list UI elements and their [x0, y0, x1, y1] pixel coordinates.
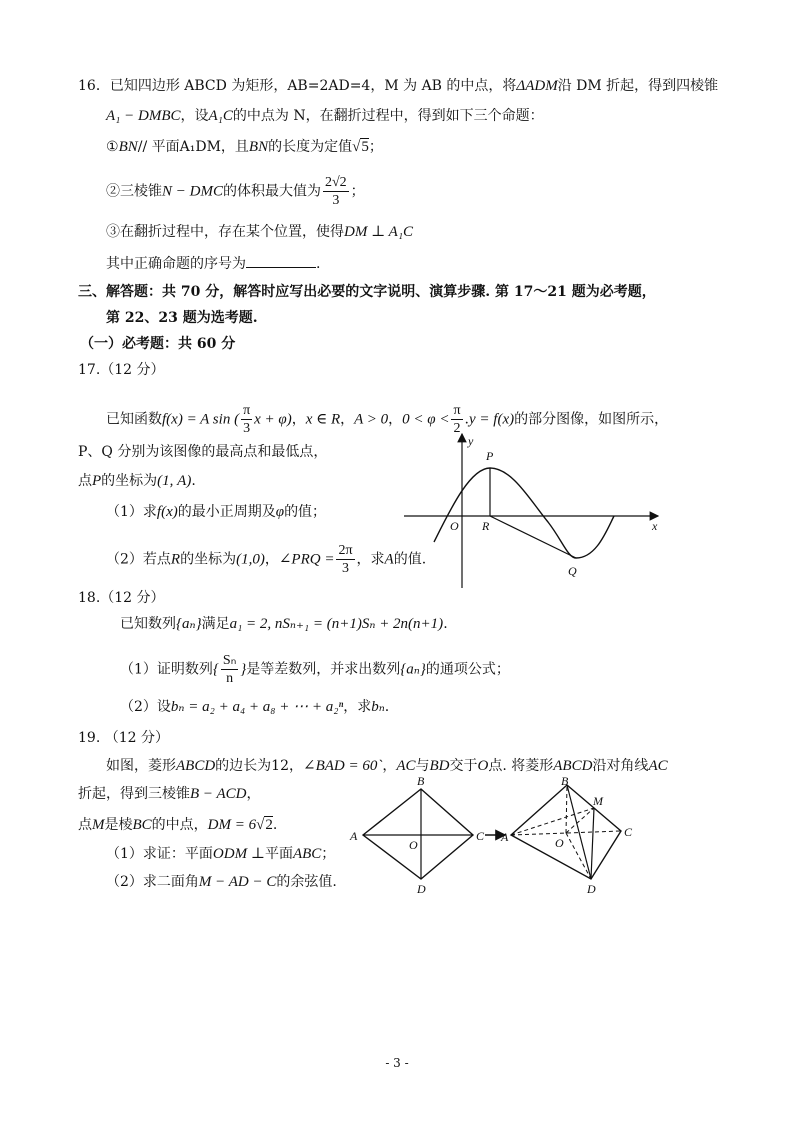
frac-num: 2√2: [324, 175, 347, 190]
text: 的最小正周期及: [177, 504, 276, 520]
rhombus-ABCD: [363, 789, 473, 879]
q16-item3: [106, 222, 413, 242]
text: 点. 将菱形: [488, 758, 554, 774]
frac-num: Sₙ: [222, 653, 237, 668]
math: R: [170, 551, 181, 568]
text: 的坐标为: [180, 551, 237, 568]
text: 的中点为 N，在翻折过程中，得到如下三个命题：: [232, 108, 544, 124]
edge-BD: [567, 785, 591, 879]
math: ODM ⊥: [212, 846, 265, 862]
q19-line3: 点M是棱BC的中点，DM = 6√2.: [78, 817, 278, 833]
section3-subheading: （一）必考题：共 60 分: [80, 336, 236, 352]
math: {aₙ}: [176, 616, 202, 632]
brace: {: [212, 661, 219, 678]
text: // 平面A₁DM，且: [137, 139, 249, 155]
label-Q: Q: [568, 564, 577, 578]
text: 交于: [449, 758, 478, 774]
edge-OM: [566, 808, 594, 833]
q19-line2: [78, 784, 261, 804]
edge-DM: [591, 808, 594, 879]
fig1-label-A: A: [350, 829, 358, 843]
text: 已知函数: [106, 411, 162, 428]
label-x: x: [652, 519, 658, 533]
q16-item1: ①BN// 平面A₁DM，且BN的长度为定值√5；: [106, 139, 383, 155]
text: （2）若点: [106, 551, 171, 568]
math: M − AD − C: [198, 874, 277, 890]
text: ；: [368, 139, 383, 155]
text: 沿对角线: [592, 758, 649, 774]
q18-part1: [120, 652, 510, 687]
q19-line1: [106, 756, 668, 776]
fig2-label-A: A: [501, 830, 509, 844]
q18-part2: [120, 697, 389, 717]
math: ΔADM: [516, 78, 558, 94]
fig1-label-D: D: [417, 882, 426, 896]
text: 是等差数列，并求出数列: [246, 661, 401, 678]
fraction: [241, 402, 252, 437]
sqrt-value: 2: [265, 817, 273, 833]
frac-num: π: [243, 403, 251, 418]
fig2-label-O: O: [555, 836, 564, 850]
math: N − DMC: [162, 183, 223, 200]
frac-den: 3: [243, 421, 251, 436]
text: （1）证明数列: [120, 661, 213, 678]
math: B − ACD: [190, 786, 247, 802]
fraction: [323, 174, 349, 209]
text: .: [384, 699, 390, 715]
text: .: [272, 817, 278, 833]
q18-line1: [120, 614, 448, 634]
text: ，: [264, 551, 279, 568]
math: f(x): [156, 504, 178, 520]
frac-den: 2: [453, 421, 461, 436]
q17-part1: [106, 502, 326, 522]
page-number: - 3 -: [385, 1056, 409, 1070]
q19-part1: [106, 844, 335, 864]
text: 的值.: [393, 551, 427, 568]
text: 的中点，: [151, 817, 208, 833]
text: ，: [291, 411, 306, 428]
q18-number: 18.（12 分）: [78, 590, 165, 606]
math: A: [384, 551, 394, 568]
math: BN: [248, 139, 269, 155]
math: φ: [275, 504, 285, 520]
q17-number: 17.（12 分）: [78, 362, 165, 378]
math: AC: [396, 758, 416, 774]
text: （1）求: [106, 504, 157, 520]
text: ，设: [180, 108, 209, 124]
text: ，: [340, 411, 355, 428]
text: ，: [388, 411, 403, 428]
q16-line1: [78, 76, 718, 96]
label-O: O: [450, 519, 459, 533]
fig1-label-O: O: [409, 838, 418, 852]
math: {aₙ}: [400, 661, 426, 678]
math: A > 0: [354, 411, 389, 428]
math: y = f(x): [469, 411, 515, 428]
q17-line3: [78, 471, 196, 491]
math: A₁ − DMBC: [106, 108, 181, 124]
text: .: [464, 411, 469, 428]
math: DM ⊥ A₁C: [344, 224, 414, 240]
section3-heading-cont: 第 22、23 题为选考题.: [106, 310, 258, 326]
q17-line2: P、Q 分别为该图像的最高点和最低点，: [78, 444, 328, 460]
text: 的值；: [284, 504, 327, 520]
q19-rhombus-figure: [345, 775, 645, 897]
text: 点: [78, 473, 92, 489]
text: 点: [78, 817, 92, 833]
fig2-label-B: B: [561, 775, 569, 788]
text: 已知数列: [120, 616, 176, 632]
text: 平面: [264, 846, 293, 862]
text: ②三棱锥: [106, 183, 162, 200]
q19-number: 19. （12 分）: [78, 730, 169, 746]
text: ③在翻折过程中，存在某个位置，使得: [106, 224, 344, 240]
math: ∠BAD = 60`: [303, 758, 383, 774]
text: 折起，得到三棱锥: [78, 786, 190, 802]
math: P: [92, 473, 102, 489]
fig2-label-D: D: [587, 882, 596, 896]
text: 12，: [271, 758, 303, 774]
math: ABCD: [176, 758, 216, 774]
text: 的坐标为: [101, 473, 158, 489]
fraction: [221, 652, 238, 687]
text: 满足: [201, 616, 230, 632]
fig1-label-C: C: [476, 829, 485, 843]
q16-item2: [106, 174, 365, 209]
math: a₁ = 2, nSₙ₊₁ = (n+1)Sₙ + 2n(n+1): [229, 616, 444, 632]
text: 已知四边形 ABCD 为矩形，AB=2AD=4，M 为 AB 的中点，将: [109, 78, 517, 94]
fig1-label-B: B: [417, 775, 425, 788]
text: ，: [382, 758, 397, 774]
brace: }: [240, 661, 247, 678]
label-R: R: [482, 519, 490, 533]
frac-den: n: [226, 671, 234, 686]
math: A₁C: [208, 108, 233, 124]
fig2-label-C: C: [624, 825, 633, 839]
text: .: [316, 256, 321, 272]
section3-heading: 三、解答题：共 70 分，解答时应写出必要的文字说明、演算步骤. 第 17～21 题为必考题，: [78, 284, 656, 300]
sine-curve: [434, 468, 614, 558]
label-y: y: [468, 434, 474, 448]
text: 的边长为: [215, 758, 272, 774]
text: 如图，菱形: [106, 758, 176, 774]
q16-question: [106, 253, 320, 274]
math: BN: [118, 139, 138, 155]
sqrt-value: 5: [361, 139, 369, 155]
text: ；: [350, 183, 365, 200]
frac-den: 3: [332, 193, 340, 208]
q19-part2: [106, 872, 337, 892]
math: bₙ: [371, 699, 385, 715]
text: 的部分图像，如图所示，: [514, 411, 669, 428]
math: ∠PRQ =: [278, 551, 335, 568]
math: (1,0): [236, 551, 265, 568]
text: （2）设: [120, 699, 171, 715]
frac-den: 3: [341, 561, 349, 576]
text: 是棱: [104, 817, 133, 833]
text: ；: [321, 846, 336, 862]
segment-RQ: [490, 516, 576, 558]
q17-part2: [106, 542, 426, 577]
math: O: [477, 758, 489, 774]
answer-blank[interactable]: [246, 253, 316, 268]
text: ①: [106, 139, 119, 155]
text: 的体积最大值为: [222, 183, 321, 200]
text: ，求: [343, 699, 372, 715]
text: （2）求二面角: [106, 874, 199, 890]
math: 0 < φ <: [402, 411, 450, 428]
edge-AM: [511, 808, 594, 835]
math: DM = 6: [207, 817, 257, 833]
edge-OB: [566, 785, 567, 833]
math: x + φ): [254, 411, 292, 428]
q16-number: 16．: [78, 78, 110, 94]
math: (1, A): [157, 473, 192, 489]
text: 的通项公式；: [425, 661, 510, 678]
frac-num: π: [453, 403, 461, 418]
q16-line2: [106, 106, 544, 126]
text: 沿 DM 折起，得到四棱锥: [557, 78, 719, 94]
frac-num: 2π: [338, 543, 353, 558]
q17-sine-graph: [400, 430, 670, 590]
text: 的余弦值.: [276, 874, 337, 890]
math: M: [92, 817, 105, 833]
text: ，求: [356, 551, 385, 568]
label-P: P: [486, 449, 494, 463]
text: 的长度为定值: [268, 139, 353, 155]
math: BC: [132, 817, 152, 833]
math: x ∈ R: [305, 411, 341, 428]
math: f(x) = A sin (: [162, 411, 240, 428]
math: bₙ = a₂ + a₄ + a₈ + ⋯ + a₂ⁿ: [170, 699, 344, 715]
text: 其中正确命题的序号为: [106, 256, 246, 272]
text: 与: [415, 758, 430, 774]
text: ，: [246, 786, 261, 802]
fraction: [336, 542, 354, 577]
fig2-label-M: M: [593, 794, 603, 808]
math: ABCD: [553, 758, 593, 774]
math: AC: [648, 758, 668, 774]
math: BD: [429, 758, 450, 774]
text: .: [191, 473, 196, 489]
text: .: [443, 616, 448, 632]
text: （1）求证：平面: [106, 846, 213, 862]
math: ABC: [292, 846, 322, 862]
